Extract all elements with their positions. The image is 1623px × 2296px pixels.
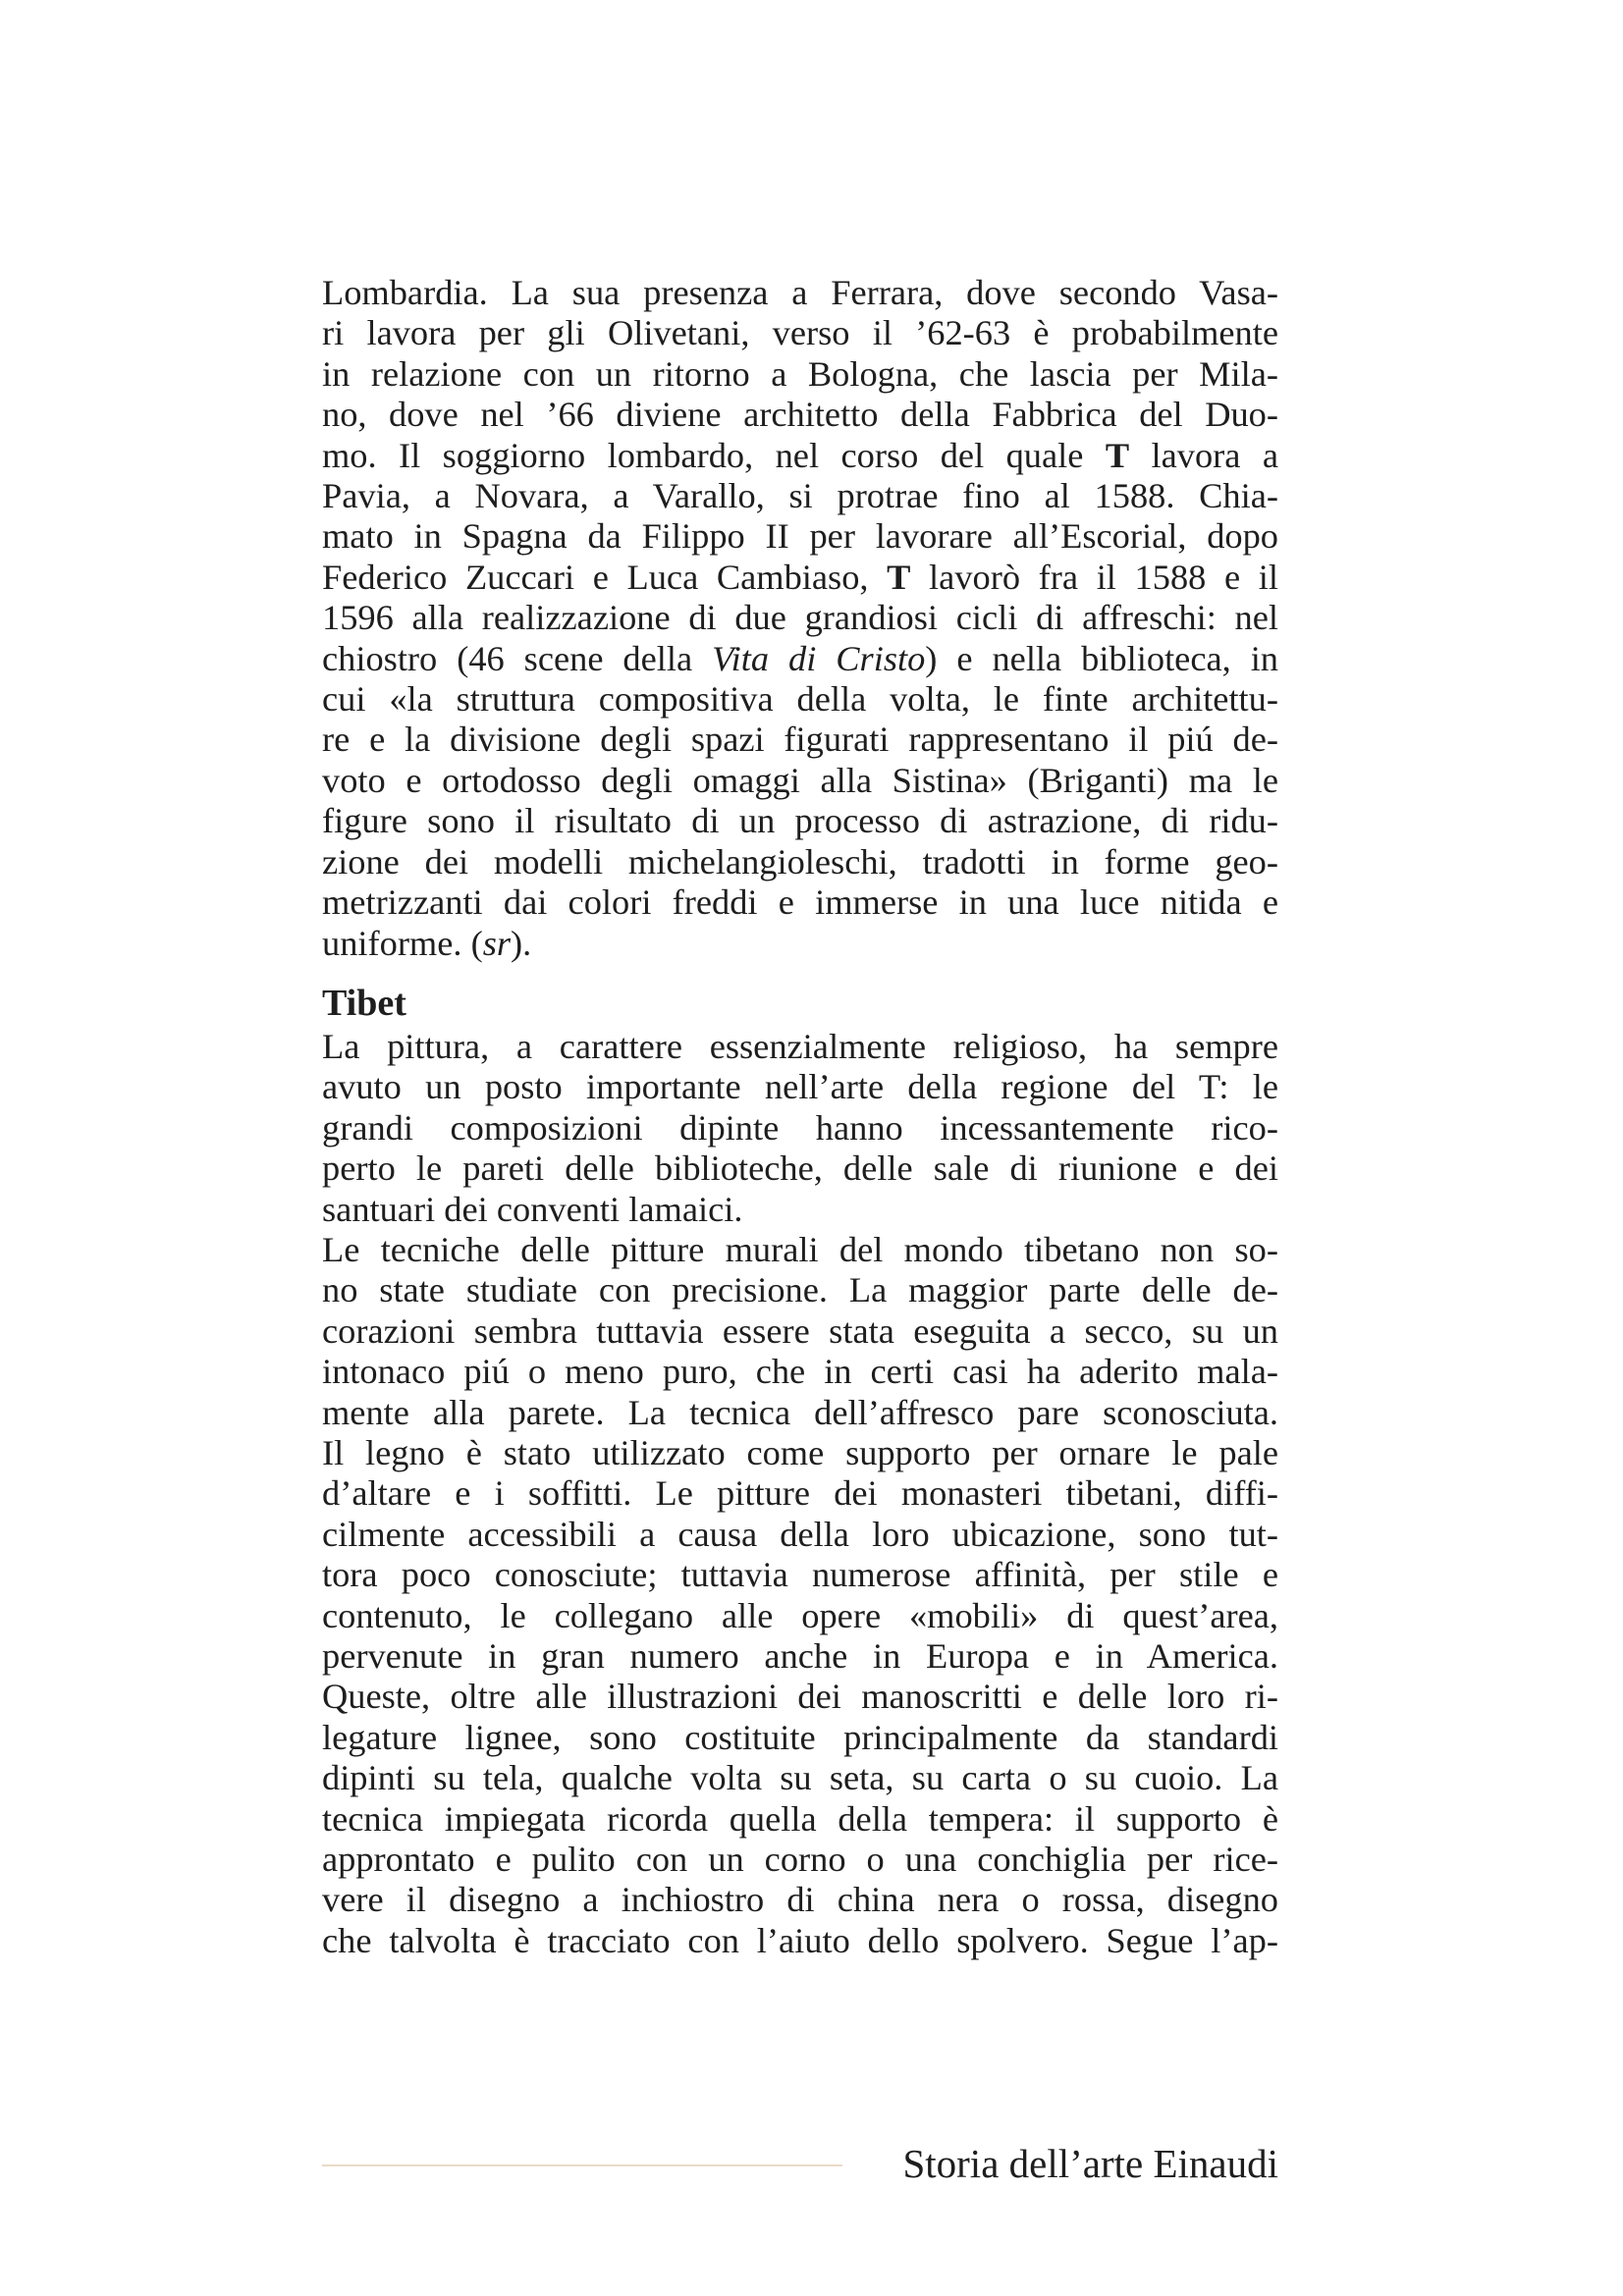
text-line: cui «la struttura compositiva della volta, le finte architettu-	[322, 679, 1278, 720]
text-line: cilmente accessibili a causa della loro ubicazione, sono tut-	[322, 1514, 1278, 1554]
text-line: mente alla parete. La tecnica dell’affresco pare sconosciuta.	[322, 1392, 1278, 1432]
text-line: no, dove nel ’66 diviene architetto della Fabbrica del Duo-	[322, 395, 1278, 435]
text-line: intonaco piú o meno puro, che in certi casi ha aderito mala-	[322, 1352, 1278, 1392]
text-line: Queste, oltre alle illustrazioni dei manoscritti e delle loro ri-	[322, 1677, 1278, 1717]
text-line: in relazione con un ritorno a Bologna, che lascia per Mila-	[322, 353, 1278, 394]
text-line: vere il disegno a inchiostro di china nera o rossa, disegno	[322, 1880, 1278, 1920]
article-body	[322, 273, 1278, 1961]
paragraph-torrigiani-continuation	[322, 273, 1278, 964]
paragraph-tibet-intro	[322, 1027, 1278, 1230]
text-line: 1596 alla realizzazione di due grandiosi cicli di affreschi: nel	[322, 598, 1278, 638]
text-line: d’altare e i soffitti. Le pitture dei monasteri tibetani, diffi-	[322, 1473, 1278, 1514]
text-line: perto le pareti delle biblioteche, delle sale di riunione e dei	[322, 1148, 1278, 1189]
text-line: approntato e pulito con un corno o una conchiglia per rice-	[322, 1840, 1278, 1880]
text-line: voto e ortodosso degli omaggi alla Sistina» (Briganti) ma le	[322, 760, 1278, 800]
footer-rule	[322, 2164, 842, 2166]
text-line: ri lavora per gli Olivetani, verso il ’62-63 è probabilmente	[322, 313, 1278, 353]
text-line: che talvolta è tracciato con l’aiuto dello spolvero. Segue l’ap-	[322, 1920, 1278, 1960]
text-line: mato in Spagna da Filippo II per lavorare all’Escorial, dopo	[322, 516, 1278, 557]
text-line: chiostro (46 scene della Vita di Cristo) e nella biblioteca, in	[322, 638, 1278, 678]
text-line: tecnica impiegata ricorda quella della tempera: il supporto è	[322, 1798, 1278, 1839]
text-line: Pavia, a Novara, a Varallo, si protrae fino al 1588. Chia-	[322, 476, 1278, 516]
text-line: uniforme. (sr).	[322, 923, 532, 963]
text-line: legature lignee, sono costituite principalmente da standardi	[322, 1717, 1278, 1757]
text-line: Le tecniche delle pitture murali del mondo tibetano non so-	[322, 1229, 1278, 1269]
text-line: metrizzanti dai colori freddi e immerse in una luce nitida e	[322, 882, 1278, 923]
text-line: no state studiate con precisione. La maggior parte delle de-	[322, 1270, 1278, 1310]
text-line: dipinti su tela, qualche volta su seta, su carta o su cuoio. La	[322, 1758, 1278, 1798]
text-line: re e la divisione degli spazi figurati rappresentano il piú de-	[322, 720, 1278, 760]
text-line: santuari dei conventi lamaici.	[322, 1189, 743, 1229]
text-line: corazioni sembra tuttavia essere stata eseguita a secco, su un	[322, 1310, 1278, 1351]
text-line: mo. Il soggiorno lombardo, nel corso del quale T lavora a	[322, 435, 1278, 475]
text-line: pervenute in gran numero anche in Europa e in America.	[322, 1636, 1278, 1676]
text-line: contenuto, le collegano alle opere «mobili» di quest’area,	[322, 1595, 1278, 1635]
text-line: figure sono il risultato di un processo di astrazione, di ridu-	[322, 801, 1278, 841]
text-line: La pittura, a carattere essenzialmente religioso, ha sempre	[322, 1026, 1278, 1066]
text-line: grandi composizioni dipinte hanno incessantemente rico-	[322, 1107, 1278, 1148]
text-line: tora poco conosciute; tuttavia numerose affinità, per stile e	[322, 1555, 1278, 1595]
paragraph-tibet-techniques	[322, 1230, 1278, 1961]
text-line: zione dei modelli michelangioleschi, tradotti in forme geo-	[322, 841, 1278, 881]
text-line: avuto un posto importante nell’arte della regione del T: le	[322, 1067, 1278, 1107]
text-line: Il legno è stato utilizzato come supporto per ornare le pale	[322, 1432, 1278, 1472]
entry-heading-tibet: Tibet	[322, 982, 406, 1024]
text-line: Federico Zuccari e Luca Cambiaso, T lavorò fra il 1588 e il	[322, 557, 1278, 597]
footer-title: Storia dell’arte Einaudi	[902, 2141, 1278, 2186]
text-line: Lombardia. La sua presenza a Ferrara, dove secondo Vasa-	[322, 273, 1278, 312]
